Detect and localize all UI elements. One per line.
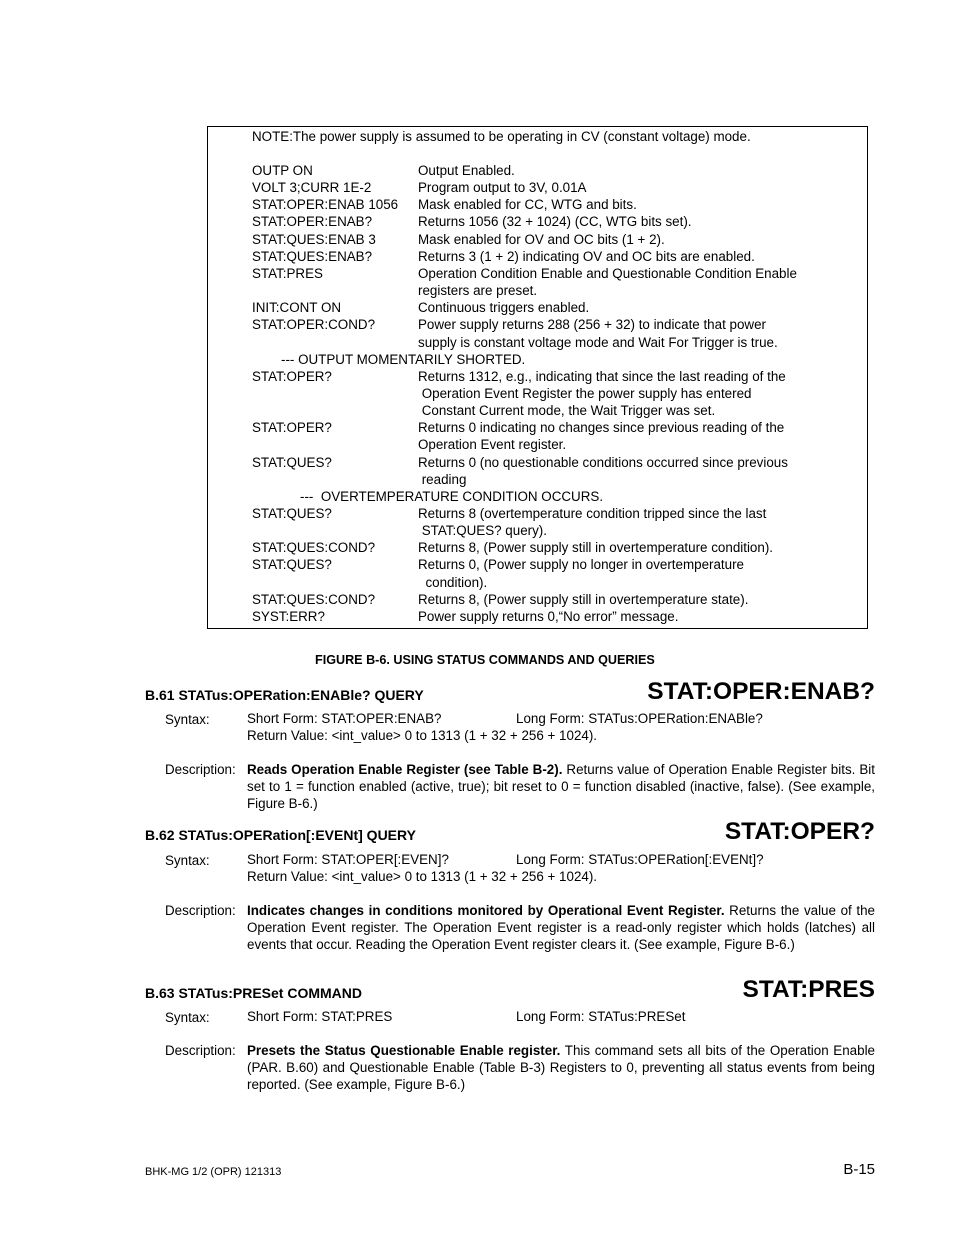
figure-command: STAT:OPER:ENAB? xyxy=(252,214,373,230)
short-form-b62: Short Form: STAT:OPER[:EVEN]? xyxy=(247,852,449,867)
description-label-b62: Description: xyxy=(165,903,236,918)
description-text-b61: Returns value of Operation Enable Register bits. Bit set to 1 = function enabled (active, true); bit reset to 0 = function disabled (inactive, false). (See example, Figure B-6.) xyxy=(247,762,875,811)
description-text-b63: This command sets all bits of the Operation Enable (PAR. B.60) and Questionable Enable (Table B-3) Registers to 0, preventing all status events from being reported. (See example, Figure B-6.) xyxy=(247,1043,875,1092)
description-text-b62: Returns the value of the Operation Event register. The Operation Event register is a read-only register which holds (latches) all events that occur. Reading the Operation Event register clears it. (See example, Figure B-6.) xyxy=(247,903,875,952)
section-heading-b63: B.63 STATus:PRESet COMMAND xyxy=(145,985,363,1001)
syntax-label-b63: Syntax: xyxy=(165,1010,210,1025)
figure-description: registers are preset. xyxy=(418,283,538,299)
syntax-label-b61: Syntax: xyxy=(165,712,210,727)
figure-description: Returns 8, (Power supply still in overtemperature state). xyxy=(418,591,749,607)
figure-description: Program output to 3V, 0.01A xyxy=(418,180,587,196)
figure-description: Constant Current mode, the Wait Trigger was set. xyxy=(418,403,716,419)
figure-description: Continuous triggers enabled. xyxy=(418,300,590,316)
figure-description: Output Enabled. xyxy=(418,163,515,178)
figure-description: condition). xyxy=(418,574,488,590)
figure-description: Mask enabled for OV and OC bits (1 + 2). xyxy=(418,231,665,247)
figure-description: Returns 3 (1 + 2) indicating OV and OC bits are enabled. xyxy=(418,248,755,264)
figure-caption: FIGURE B-6. USING STATUS COMMANDS AND QUERIES xyxy=(315,653,655,667)
description-b63 xyxy=(247,1042,875,1093)
figure-event: --- OVERTEMPERATURE CONDITION OCCURS. xyxy=(300,488,604,504)
description-label-b63: Description: xyxy=(165,1043,236,1058)
figure-command: STAT:OPER? xyxy=(252,368,332,384)
figure-description: Power supply returns 0,“No error” message. xyxy=(418,608,679,624)
figure-command: OUTP ON xyxy=(252,163,313,178)
figure-description: Returns 0, (Power supply no longer in overtemperature xyxy=(418,557,745,573)
figure-command: STAT:QUES? xyxy=(252,557,332,573)
short-form-b63: Short Form: STAT:PRES xyxy=(247,1009,393,1024)
description-bold-b62: Indicates changes in conditions monitored by Operational Event Register. xyxy=(247,903,725,918)
figure-command: INIT:CONT ON xyxy=(252,300,342,316)
long-form-b63: Long Form: STATus:PRESet xyxy=(516,1009,686,1024)
figure-description: STAT:QUES? query). xyxy=(418,523,547,539)
figure-description: Operation Event Register the power supply has entered xyxy=(418,385,752,401)
figure-description: Returns 0 indicating no changes since previous reading of the xyxy=(418,420,785,436)
figure-description: Returns 8, (Power supply still in overtemperature condition). xyxy=(418,540,774,556)
description-b62 xyxy=(247,902,875,953)
description-b61 xyxy=(247,761,875,812)
description-bold-b61: Reads Operation Enable Register (see Table B-2). xyxy=(247,762,563,777)
description-bold-b63: Presets the Status Questionable Enable register. xyxy=(247,1043,561,1058)
figure-command: STAT:OPER:COND? xyxy=(252,317,376,333)
return-value-b62: Return Value: <int_value> 0 to 1313 (1 + 32 + 256 + 1024). xyxy=(247,869,598,884)
figure-command: STAT:QUES:ENAB? xyxy=(252,248,373,264)
figure-command: STAT:QUES? xyxy=(252,506,332,521)
figure-description: Returns 1312, e.g., indicating that since the last reading of the xyxy=(418,368,786,384)
figure-note: NOTE:The power supply is assumed to be operating in CV (constant voltage) mode. xyxy=(252,129,751,144)
long-form-b62: Long Form: STATus:OPERation[:EVENt]? xyxy=(516,852,764,867)
figure-description: Power supply returns 288 (256 + 32) to indicate that power xyxy=(418,317,766,333)
figure-description: Operation Event register. xyxy=(418,437,567,453)
figure-command: STAT:OPER? xyxy=(252,420,332,436)
figure-description: Returns 0 (no questionable conditions occurred since previous xyxy=(418,454,788,470)
figure-description: Returns 1056 (32 + 1024) (CC, WTG bits set). xyxy=(418,214,692,230)
figure-description: Returns 8 (overtemperature condition tripped since the last xyxy=(418,506,767,521)
figure-command: STAT:QUES:COND? xyxy=(252,540,376,556)
page-number: B-15 xyxy=(843,1161,875,1178)
figure-description: Mask enabled for CC, WTG and bits. xyxy=(418,197,637,213)
figure-command: STAT:OPER:ENAB 1056 xyxy=(252,197,399,213)
figure-command: STAT:QUES:COND? xyxy=(252,591,376,607)
figure-description: reading xyxy=(418,471,467,487)
short-form-b61: Short Form: STAT:OPER:ENAB? xyxy=(247,711,442,726)
figure-command: STAT:PRES xyxy=(252,265,323,281)
figure-description: Operation Condition Enable and Questionable Condition Enable xyxy=(418,265,797,281)
figure-event: --- OUTPUT MOMENTARILY SHORTED. xyxy=(281,351,526,367)
section-heading-b61: B.61 STATus:OPERation:ENABle? QUERY xyxy=(145,687,424,703)
footer-doc-id: BHK-MG 1/2 (OPR) 121313 xyxy=(145,1166,282,1178)
figure-command: SYST:ERR? xyxy=(252,608,325,624)
figure-command: STAT:QUES:ENAB 3 xyxy=(252,231,376,247)
command-title-b62: STAT:OPER? xyxy=(724,818,875,845)
figure-description: supply is constant voltage mode and Wait For Trigger is true. xyxy=(418,334,778,350)
figure-command: VOLT 3;CURR 1E-2 xyxy=(252,180,372,196)
description-label-b61: Description: xyxy=(165,762,236,777)
return-value-b61: Return Value: <int_value> 0 to 1313 (1 + 32 + 256 + 1024). xyxy=(247,728,598,743)
figure-command: STAT:QUES? xyxy=(252,454,332,470)
section-heading-b62: B.62 STATus:OPERation[:EVENt] QUERY xyxy=(145,827,416,843)
command-title-b63: STAT:PRES xyxy=(742,976,875,1003)
command-title-b61: STAT:OPER:ENAB? xyxy=(647,678,875,705)
long-form-b61: Long Form: STATus:OPERation:ENABle? xyxy=(516,711,763,726)
syntax-label-b62: Syntax: xyxy=(165,853,210,868)
